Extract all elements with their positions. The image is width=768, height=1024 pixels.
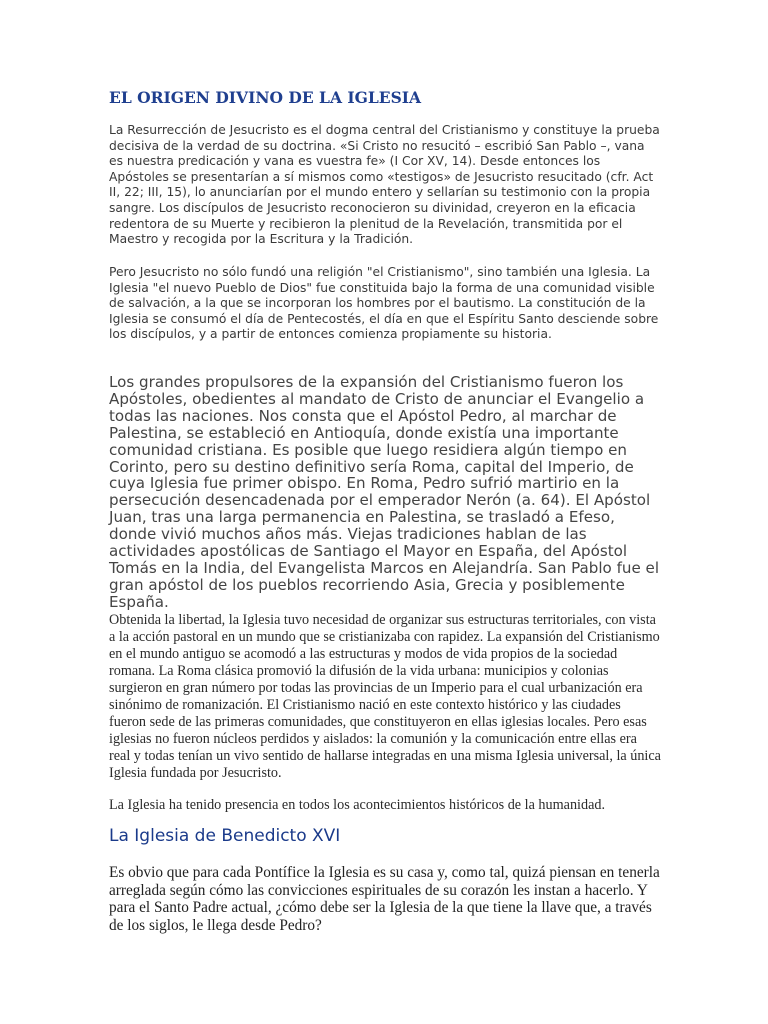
paragraph-expansion-apostoles: Los grandes propulsores de la expansión del Cristianismo fueron los Apóstoles, obedientes al mandato de Cristo de anunciar el Evangelio a todas las naciones. Nos consta que el Apóstol Pedro, al marchar de Palestina, se estableció en Antioquía, donde existía una importante comunidad cristiana. Es posible que luego residiera algún tiempo en Corinto, pero su destino definitivo sería Roma, capital del Imperio, de cuya Iglesia fue primer obispo. En Roma, Pedro sufrió martirio en la persecución desencadenada por el emperador Nerón (a. 64). El Apóstol Juan, tras una larga permanencia en Palestina, se trasladó a Efeso, donde vivió muchos años más. Viejas tradiciones hablan de las actividades apostólicas de Santiago el Mayor en España, del Apóstol Tomás en la India, del Evangelista Marcos en Alejandría. San Pablo fue el gran apóstol de los pueblos recorriendo Asia, Grecia y posiblemente España. <box>109 373 660 611</box>
paragraph-resurreccion: La Resurrección de Jesucristo es el dogma central del Cristianismo y constituye la prueba decisiva de la verdad de su doctrina. «Si Cristo no resucitó – escribió San Pablo –, vana es nuestra predicación y vana es vuestra fe» (I Cor XV, 14). Desde entonces los Apóstoles se presentarían a sí mismos como «testigos» de Jesucristo resucitado (cfr. Act II, 22; III, 15), lo anunciarían por el mundo entero y sellarían su testimonio con la propia sangre. Los discípulos de Jesucristo reconocieron su divinidad, creyeron en la eficacia redentora de su Muerte y recibieron la plenitud de la Revelación, transmitida por el Maestro y recogida por la Escritura y la Tradición. <box>109 123 660 247</box>
paragraph-fundacion-iglesia: Pero Jesucristo no sólo fundó una religión "el Cristianismo", sino también una Iglesia. La Iglesia "el nuevo Pueblo de Dios" fue constituida bajo la forma de una comunidad visible de salvación, a la que se incorporan los hombres por el bautismo. La constitución de la Iglesia se consumó el día de Pentecostés, el día en que el Espíritu Santo desciende sobre los discípulos, y a partir de entonces comienza propiamente su historia. <box>109 265 659 342</box>
section-heading-benedicto: La Iglesia de Benedicto XVI <box>109 826 341 846</box>
page-title: EL ORIGEN DIVINO DE LA IGLESIA <box>109 88 422 107</box>
paragraph-pontifice: Es obvio que para cada Pontífice la Iglesia es su casa y, como tal, quizá piensan en tenerla arreglada según cómo las convicciones espirituales de su corazón les instan a hacerlo. Y para el Santo Padre actual, ¿cómo debe ser la Iglesia de la que tiene la llave que, a través de los siglos, le llega desde Pedro? <box>109 864 660 934</box>
paragraph-presencia-historia: La Iglesia ha tenido presencia en todos los acontecimientos históricos de la humanidad. <box>109 797 606 813</box>
paragraph-organizacion-territorial: Obtenida la libertad, la Iglesia tuvo necesidad de organizar sus estructuras territoriales, con vista a la acción pastoral en un mundo que se cristianizaba con rapidez. La expansión del Cristianismo en el mundo antiguo se acomodó a las estructuras y modos de vida propios de la sociedad romana. La Roma clásica promovió la difusión de la vida urbana: municipios y colonias surgieron en gran número por todas las provincias de un Imperio para el cual urbanización era sinónimo de romanización. El Cristianismo nació en este contexto histórico y las ciudades fueron sede de las primeras comunidades, que constituyeron en ellas iglesias locales. Pero esas iglesias no fueron núcleos perdidos y aislados: la comunión y la comunicación entre ellas era real y todas tenían un vivo sentido de hallarse integradas en una misma Iglesia universal, la única Iglesia fundada por Jesucristo. <box>109 612 661 781</box>
